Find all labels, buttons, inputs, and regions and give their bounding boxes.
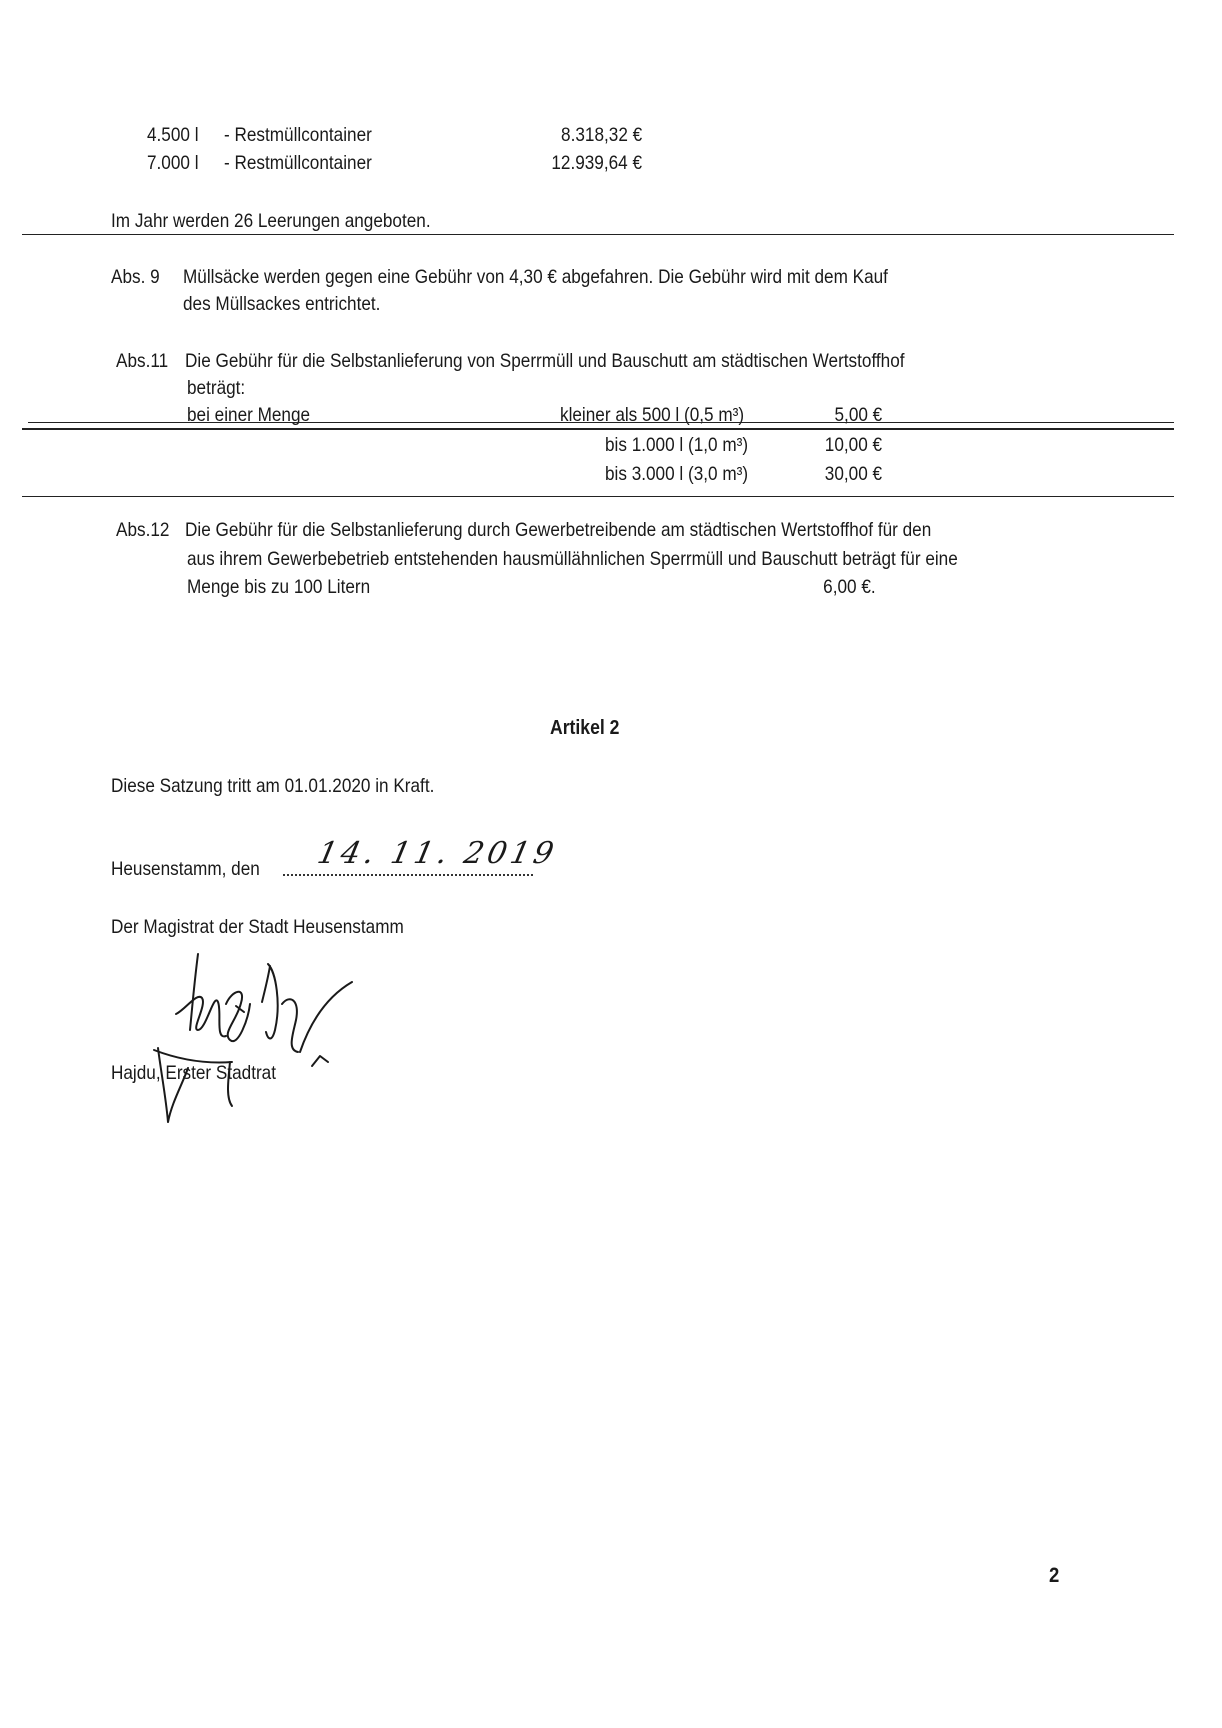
abs12-fee: 6,00 €. — [823, 576, 876, 598]
abs11-line2: beträgt: — [187, 377, 246, 399]
date-dotted-line — [283, 874, 533, 876]
abs11-tier-fee: 5,00 € — [834, 404, 882, 426]
abs12-line3: Menge bis zu 100 Litern — [187, 576, 371, 598]
divider-line — [22, 496, 1174, 497]
authority-line: Der Magistrat der Stadt Heusenstamm — [111, 916, 404, 938]
abs12-line1: Die Gebühr für die Selbstanlieferung durch Gewerbetreibende am städtischen Wertstoffhof für den — [185, 519, 932, 541]
abs12-label: Abs.12 — [116, 519, 170, 541]
fee-row-amount: 8.318,32 € — [560, 124, 642, 146]
place-date-label: Heusenstamm, den — [111, 858, 260, 880]
divider-line — [22, 428, 1174, 430]
fee-row-item: - Restmüllcontainer — [224, 152, 372, 174]
abs11-tier-range: bis 1.000 l (1,0 m³) — [605, 434, 749, 456]
abs11-row-label: bei einer Menge — [187, 404, 311, 426]
divider-line — [28, 422, 1174, 423]
fee-row-volume: 7.000 l — [147, 152, 199, 174]
handwritten-date: 14. 11. 2019 — [314, 836, 561, 871]
abs11-tier-fee: 10,00 € — [824, 434, 882, 456]
article-heading: Artikel 2 — [550, 717, 620, 739]
effective-date-text: Diese Satzung tritt am 01.01.2020 in Kraft. — [111, 775, 435, 797]
fee-row-item: - Restmüllcontainer — [224, 124, 372, 146]
abs12-line2: aus ihrem Gewerbebetrieb entstehenden hausmüllähnlichen Sperrmüll und Bauschutt beträgt für eine — [187, 548, 958, 570]
abs9-line1: Müllsäcke werden gegen eine Gebühr von 4,30 € abgefahren. Die Gebühr wird mit dem Kauf — [183, 266, 888, 288]
abs9-label: Abs. 9 — [111, 266, 160, 288]
page-number: 2 — [1049, 1564, 1060, 1587]
abs11-label: Abs.11 — [116, 350, 169, 372]
abs11-tier-range: bis 3.000 l (3,0 m³) — [605, 463, 749, 485]
fee-row-amount: 12.939,64 € — [551, 152, 642, 174]
abs9-line2: des Müllsackes entrichtet. — [183, 293, 381, 315]
emptyings-note: Im Jahr werden 26 Leerungen angeboten. — [111, 210, 431, 232]
signatory-line: Hajdu, Erster Stadtrat — [111, 1062, 276, 1084]
abs11-tier-fee: 30,00 € — [824, 463, 882, 485]
fee-row-volume: 4.500 l — [147, 124, 199, 146]
abs11-line1: Die Gebühr für die Selbstanlieferung von Sperrmüll und Bauschutt am städtischen Wertstoffhof — [185, 350, 905, 372]
divider-line — [22, 234, 1174, 235]
abs11-tier-range: kleiner als 500 l (0,5 m³) — [560, 404, 745, 426]
